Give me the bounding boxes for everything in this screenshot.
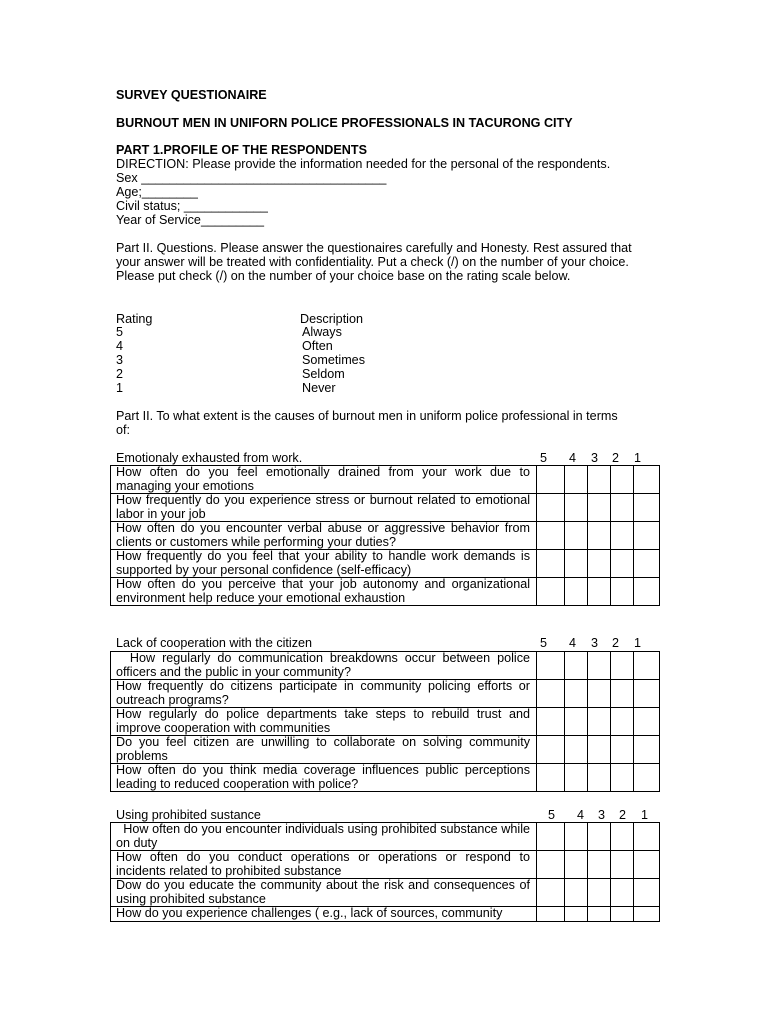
answer-cell-2[interactable]: [611, 907, 634, 922]
rating-value: 2: [116, 367, 124, 381]
section-title: Emotionaly exhausted from work.: [116, 451, 303, 465]
rating-value: 5: [116, 325, 124, 339]
rating-label: 1: [641, 808, 649, 822]
survey-title: SURVEY QUESTIONAIRE: [116, 88, 267, 102]
answer-cell-2[interactable]: [611, 652, 634, 680]
rating-label: 5: [548, 808, 556, 822]
section-header: [116, 451, 661, 465]
rating-label: 4: [577, 808, 585, 822]
answer-cell-2[interactable]: [611, 494, 634, 522]
answer-cell-5[interactable]: [537, 652, 565, 680]
answer-cell-3[interactable]: [588, 494, 611, 522]
rating-label: 1: [634, 636, 642, 650]
part2-intro-line1: Part II. To what extent is the causes of burnout men in uniform police professional in terms: [116, 409, 618, 423]
answer-cell-5[interactable]: [537, 823, 565, 851]
rating-description: Sometimes: [302, 353, 365, 367]
rating-description: Often: [302, 339, 333, 353]
answer-cell-2[interactable]: [611, 879, 634, 907]
rating-value: 3: [116, 353, 124, 367]
field-age[interactable]: Age;________: [116, 185, 198, 199]
answer-cell-1[interactable]: [634, 522, 660, 550]
answer-cell-1[interactable]: [634, 494, 660, 522]
answer-cell-4[interactable]: [565, 851, 588, 879]
section-title: Lack of cooperation with the citizen: [116, 636, 313, 650]
question-text: How often do you perceive that your job autonomy and organizational environment help reduce your emotional exhaustion: [111, 578, 537, 606]
part2-instructions-line2: your answer will be treated with confidentiality. Put a check (/) on the number of your choice.: [116, 255, 629, 269]
answer-cell-2[interactable]: [611, 708, 634, 736]
table-row: [111, 652, 660, 680]
answer-cell-5[interactable]: [537, 578, 565, 606]
answer-cell-3[interactable]: [588, 652, 611, 680]
answer-cell-3[interactable]: [588, 879, 611, 907]
part1-heading: PART 1.PROFILE OF THE RESPONDENTS: [116, 143, 367, 157]
rating-label: 4: [569, 451, 577, 465]
question-text: How regularly do police departments take steps to rebuild trust and improve cooperation with communities: [111, 708, 537, 736]
part2-instructions-line3: Please put check (/) on the number of your choice base on the rating scale below.: [116, 269, 571, 283]
question-text: How frequently do citizens participate in community policing efforts or outreach programs?: [111, 680, 537, 708]
table-row: [111, 578, 660, 606]
question-text: How often do you encounter verbal abuse or aggressive behavior from clients or customers while performing your duties?: [111, 522, 537, 550]
answer-cell-3[interactable]: [588, 907, 611, 922]
rating-description: Always: [302, 325, 342, 339]
rating-label: 3: [598, 808, 606, 822]
field-sex[interactable]: Sex ___________________________________: [116, 171, 387, 185]
answer-cell-3[interactable]: [588, 736, 611, 764]
answer-cell-4[interactable]: [565, 578, 588, 606]
question-text: How often do you conduct operations or operations or respond to incidents related to prohibited substance: [111, 851, 537, 879]
table-row: [111, 494, 660, 522]
rating-label: 2: [612, 636, 620, 650]
answer-cell-1[interactable]: [634, 851, 660, 879]
answer-cell-4[interactable]: [565, 494, 588, 522]
answer-cell-5[interactable]: [537, 879, 565, 907]
answer-cell-2[interactable]: [611, 550, 634, 578]
answer-cell-5[interactable]: [537, 708, 565, 736]
answer-cell-4[interactable]: [565, 680, 588, 708]
answer-cell-4[interactable]: [565, 764, 588, 792]
part2-instructions-line1: Part II. Questions. Please answer the questionaires carefully and Honesty. Rest assured that: [116, 241, 632, 255]
answer-cell-1[interactable]: [634, 578, 660, 606]
answer-cell-5[interactable]: [537, 764, 565, 792]
answer-cell-1[interactable]: [634, 680, 660, 708]
answer-cell-1[interactable]: [634, 652, 660, 680]
section-header: [116, 808, 661, 822]
answer-cell-2[interactable]: [611, 736, 634, 764]
answer-cell-5[interactable]: [537, 494, 565, 522]
table-row: [111, 550, 660, 578]
answer-cell-3[interactable]: [588, 466, 611, 494]
table-row: [111, 907, 660, 922]
survey-subtitle: BURNOUT MEN IN UNIFORN POLICE PROFESSIONALS IN TACURONG CITY: [116, 116, 573, 130]
answer-cell-1[interactable]: [634, 466, 660, 494]
rating-label: 5: [540, 636, 548, 650]
answer-cell-2[interactable]: [611, 851, 634, 879]
table-row: [111, 764, 660, 792]
answer-cell-1[interactable]: [634, 823, 660, 851]
answer-cell-2[interactable]: [611, 466, 634, 494]
question-text: How often do you feel emotionally drained from your work due to managing your emotions: [111, 466, 537, 494]
answer-cell-3[interactable]: [588, 851, 611, 879]
answer-cell-1[interactable]: [634, 708, 660, 736]
question-text: How frequently do you experience stress or burnout related to emotional labor in your job: [111, 494, 537, 522]
answer-cell-4[interactable]: [565, 522, 588, 550]
answer-cell-3[interactable]: [588, 680, 611, 708]
part2-intro-line2: of:: [116, 423, 131, 437]
answer-cell-2[interactable]: [611, 823, 634, 851]
answer-cell-4[interactable]: [565, 708, 588, 736]
answer-cell-3[interactable]: [588, 578, 611, 606]
answer-cell-3[interactable]: [588, 823, 611, 851]
table-row: [111, 879, 660, 907]
rating-label: 2: [619, 808, 627, 822]
answer-cell-3[interactable]: [588, 522, 611, 550]
table-row: [111, 736, 660, 764]
answer-cell-5[interactable]: [537, 851, 565, 879]
rating-value: 4: [116, 339, 124, 353]
question-text: Dow do you educate the community about the risk and consequences of using prohibited substance: [111, 879, 537, 907]
answer-cell-1[interactable]: [634, 550, 660, 578]
table-row: [111, 708, 660, 736]
table-row: [111, 680, 660, 708]
answer-cell-2[interactable]: [611, 522, 634, 550]
table-row: [111, 851, 660, 879]
section-header: [116, 636, 661, 650]
answer-cell-1[interactable]: [634, 764, 660, 792]
rating-label: 1: [634, 451, 642, 465]
answer-cell-4[interactable]: [565, 466, 588, 494]
answer-cell-4[interactable]: [565, 550, 588, 578]
section-title: Using prohibited sustance: [116, 808, 261, 822]
answer-cell-1[interactable]: [634, 879, 660, 907]
question-text: How regularly do communication breakdowns occur between police officers and the public in your community?: [111, 652, 537, 680]
question-text: How do you experience challenges ( e.g., lack of sources, community: [111, 907, 537, 922]
answer-cell-5[interactable]: [537, 550, 565, 578]
question-text: How often do you encounter individuals using prohibited substance while on duty: [111, 823, 537, 851]
part1-direction: DIRECTION: Please provide the information needed for the personal of the respondents.: [116, 157, 611, 171]
answer-cell-2[interactable]: [611, 578, 634, 606]
answer-cell-4[interactable]: [565, 879, 588, 907]
answer-cell-3[interactable]: [588, 708, 611, 736]
description-header: Description: [300, 312, 363, 326]
field-civil-status[interactable]: Civil status; ____________: [116, 199, 268, 213]
answer-cell-4[interactable]: [565, 652, 588, 680]
question-text: How often do you think media coverage influences public perceptions leading to reduced cooperation with police?: [111, 764, 537, 792]
answer-cell-1[interactable]: [634, 736, 660, 764]
rating-label: 5: [540, 451, 548, 465]
rating-label: 3: [591, 636, 599, 650]
table-row: [111, 522, 660, 550]
table-row: [111, 466, 660, 494]
field-year-of-service[interactable]: Year of Service_________: [116, 213, 264, 227]
rating-label: 2: [612, 451, 620, 465]
rating-description: Seldom: [302, 367, 345, 381]
answer-cell-1[interactable]: [634, 907, 660, 922]
rating-label: 4: [569, 636, 577, 650]
answer-cell-3[interactable]: [588, 764, 611, 792]
answer-cell-5[interactable]: [537, 680, 565, 708]
answer-cell-2[interactable]: [611, 764, 634, 792]
answer-cell-5[interactable]: [537, 907, 565, 922]
question-table: [110, 651, 660, 792]
rating-description: Never: [302, 381, 336, 395]
rating-value: 1: [116, 381, 124, 395]
question-table: [110, 465, 660, 606]
answer-cell-4[interactable]: [565, 736, 588, 764]
answer-cell-2[interactable]: [611, 680, 634, 708]
answer-cell-5[interactable]: [537, 736, 565, 764]
rating-header: Rating: [116, 312, 153, 326]
table-row: [111, 823, 660, 851]
rating-label: 3: [591, 451, 599, 465]
answer-cell-5[interactable]: [537, 522, 565, 550]
question-table: [110, 822, 660, 922]
answer-cell-3[interactable]: [588, 550, 611, 578]
answer-cell-4[interactable]: [565, 907, 588, 922]
question-text: How frequently do you feel that your ability to handle work demands is supported by your personal confidence (self-efficacy): [111, 550, 537, 578]
question-text: Do you feel citizen are unwilling to collaborate on solving community problems: [111, 736, 537, 764]
answer-cell-4[interactable]: [565, 823, 588, 851]
answer-cell-5[interactable]: [537, 466, 565, 494]
